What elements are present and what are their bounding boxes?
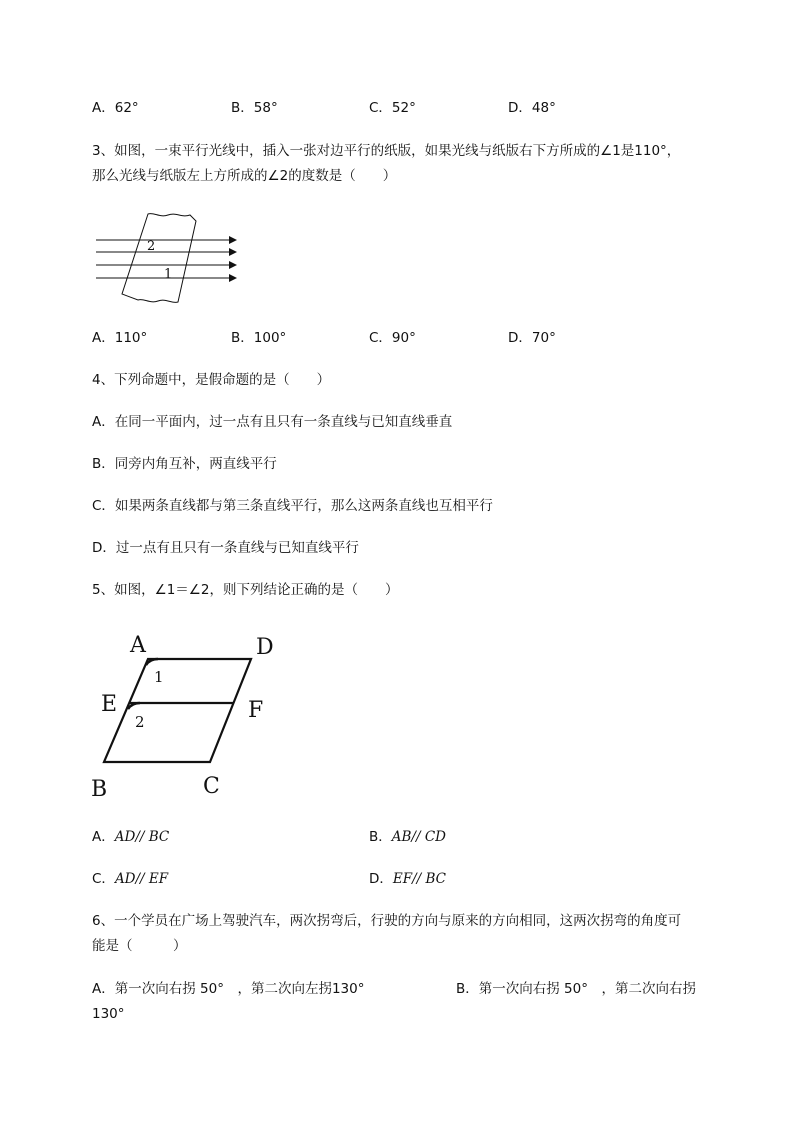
angle-1-label: 1	[164, 267, 173, 282]
q3-figure	[92, 210, 252, 305]
point-d-label: D	[256, 635, 274, 660]
q5-option-c	[92, 869, 168, 889]
q5-figure	[88, 625, 288, 805]
q6-stem-line1: 6、一个学员在广场上驾驶汽车，两次拐弯后，行驶的方向与原来的方向相同，这两次拐弯的角度可	[92, 913, 682, 929]
q5-option-d-prefix: D．	[369, 871, 393, 887]
q5-option-c-prefix: C．	[92, 871, 115, 887]
q3-option-b: B．100°	[231, 330, 287, 346]
q3-stem-line2: 那么光线与纸版左上方所成的∠2的度数是（ ）	[92, 168, 397, 184]
q5-option-b-expr: AB// CD	[391, 829, 446, 845]
q5-option-c-expr: AD// EF	[114, 871, 169, 887]
q2-option-b: B．58°	[231, 100, 278, 116]
parallelogram-abcd	[104, 659, 251, 762]
point-b-label: B	[91, 777, 108, 802]
q5-option-a	[92, 827, 169, 847]
point-c-label: C	[203, 774, 220, 799]
q6-stem-line2: 能是（ ）	[92, 938, 187, 954]
q5-option-b	[369, 827, 446, 847]
q6-option-a: A．第一次向右拐 50° ，第二次向左拐130°	[92, 981, 365, 997]
q5-option-a-expr: AD// BC	[114, 829, 170, 845]
point-e-label: E	[101, 692, 118, 717]
q3-stem-line1: 3、如图，一束平行光线中，插入一张对边平行的纸版，如果光线与纸版右下方所成的∠1是110°，	[92, 143, 681, 159]
q4-option-b: B．同旁内角互补，两直线平行	[92, 456, 277, 472]
q2-option-d: D．48°	[508, 100, 556, 116]
angle-1-label: 1	[154, 668, 164, 686]
q6-option-b-continued: 130°	[92, 1006, 125, 1022]
point-f-label: F	[248, 698, 264, 723]
q3-option-d: D．70°	[508, 330, 556, 346]
q4-option-d: D．过一点有且只有一条直线与已知直线平行	[92, 540, 359, 556]
q6-option-b: B．第一次向右拐 50° ，第二次向右拐	[456, 981, 696, 997]
q5-option-d	[369, 869, 446, 889]
q4-option-a: A．在同一平面内，过一点有且只有一条直线与已知直线垂直	[92, 414, 453, 430]
q3-option-a: A．110°	[92, 330, 148, 346]
q2-option-a: A．62°	[92, 100, 139, 116]
q3-option-c: C．90°	[369, 330, 416, 346]
q2-option-c: C．52°	[369, 100, 416, 116]
q5-option-a-prefix: A．	[92, 829, 115, 845]
q4-stem: 4、下列命题中，是假命题的是（ ）	[92, 372, 331, 388]
q5-stem: 5、如图，∠1＝∠2，则下列结论正确的是（ ）	[92, 582, 399, 598]
q4-option-c: C．如果两条直线都与第三条直线平行，那么这两条直线也互相平行	[92, 498, 493, 514]
angle-2-label: 2	[135, 713, 145, 731]
point-a-label: A	[130, 633, 146, 658]
paper-board	[122, 214, 196, 303]
q5-option-d-expr: EF// BC	[392, 871, 447, 887]
angle-2-label: 2	[147, 239, 156, 254]
q5-option-b-prefix: B．	[369, 829, 392, 845]
